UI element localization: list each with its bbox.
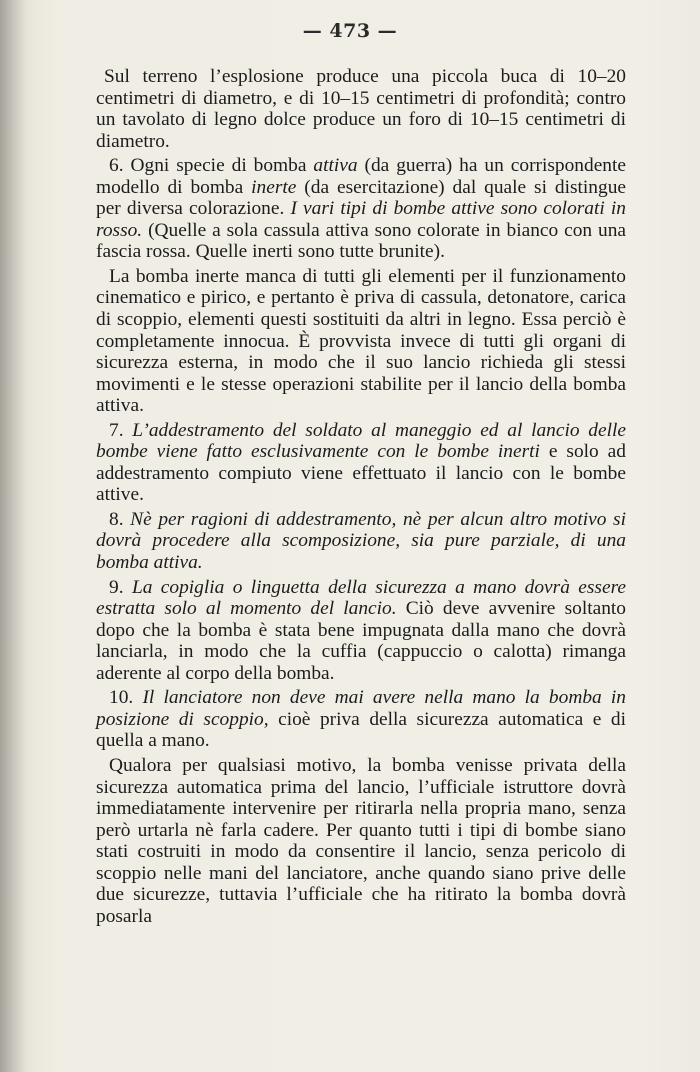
p8-number: 8.: [109, 508, 131, 530]
paragraph-1: [96, 66, 626, 152]
paragraph-qualora: [96, 755, 626, 927]
paragraph-1-text: Sul terreno l’esplosione produce una piccola buca di 10–20 centimetri di diametro, e di 10–15 centimetri di profondità; contro un tavolato di legno dolce produce un foro di 10–15 centimetri di diametro.: [96, 66, 626, 152]
paragraph-9: [96, 577, 626, 685]
paragraph-7: [96, 420, 626, 506]
p6-text-g: (Quelle a sola cassula attiva sono colorate in bianco con una fascia rossa. Quelle inerti sono tutte brunite).: [96, 219, 626, 263]
p7-text: e solo ad addestramento compiuto viene effettuato il lancio con le bombe attive.: [96, 441, 626, 506]
paragraph-bomba-inerte-text: La bomba inerte manca di tutti gli elementi per il funzionamento cinematico e pirico, e pertanto è priva di cassula, detonatore, carica di scoppio, elementi questi sostituiti da altri in legno. Essa perciò è completamente innocua. È provvista invece di tutti gli organi di sicurezza esterna, in modo che il suo lancio richieda gli stessi movimenti e le stesse operazioni stabilite per il lancio della bomba attiva.: [96, 265, 626, 417]
p6-italic-attiva: attiva: [313, 155, 358, 177]
p6-italic-inerte: inerte: [251, 176, 297, 198]
body-text: [96, 66, 626, 930]
p7-italic: L’addestramento del soldato al maneggio ed al lancio delle bombe viene fatto esclusivamente con le bombe inerti: [96, 419, 626, 463]
p9-italic: La copiglia o linguetta della sicurezza a mano dovrà essere estratta solo al momento del lancio.: [96, 576, 627, 620]
paragraph-10: [96, 687, 626, 752]
paragraph-bomba-inerte: [96, 266, 626, 417]
p6-italic-rosso: I vari tipi di bombe attive sono colorati in rosso.: [96, 198, 626, 241]
p10-italic: Il lanciatore non deve mai avere nella mano la bomba in posizione di scoppio,: [96, 687, 626, 730]
p10-number: 10.: [109, 687, 143, 709]
paragraph-qualora-text: Qualora per qualsiasi motivo, la bomba venisse privata della sicurezza automatica prima del lancio, l’ufficiale istruttore dovrà immediatamente intervenire per ritirarla nella propria mano, senza però urtarla nè farla cadere. Per quanto tutti i tipi di bombe siano stati costruiti in modo da consentire il lancio, senza pericolo di scoppio nelle mani del lanciatore, anche quando siano prive delle due sicurezze, tuttavia l’ufficiale che ha ritirato la bomba dovrà posarla: [96, 754, 626, 927]
p6-text-c: (da guerra) ha un corrispondente modello di bomba: [96, 155, 626, 198]
p9-text: Ciò deve avvenire soltanto dopo che la bomba è stata bene impugnata dalla mano che dovrà lanciarla, in modo che la cuffia (cappuccio o calotta) rimanga aderente al corpo della bomba.: [96, 598, 626, 684]
spine-shadow: [0, 0, 26, 1072]
p8-italic: Nè per ragioni di addestramento, nè per alcun altro motivo si dovrà procedere alla scomposizione, sia pure parziale, di una bomba attiva.: [96, 508, 626, 574]
p9-number: 9.: [109, 576, 132, 598]
p6-text-a: 6. Ogni specie di bomba: [109, 155, 314, 177]
paragraph-6: [96, 155, 626, 263]
page-number: — 473 —: [302, 20, 398, 42]
p6-text-e: (da esercitazione) dal quale si distingue per diversa colorazione.: [96, 176, 626, 220]
p10-text: cioè priva della sicurezza automatica e di quella a mano.: [96, 708, 627, 752]
p7-number: 7.: [109, 419, 133, 441]
paragraph-8: [96, 509, 626, 574]
